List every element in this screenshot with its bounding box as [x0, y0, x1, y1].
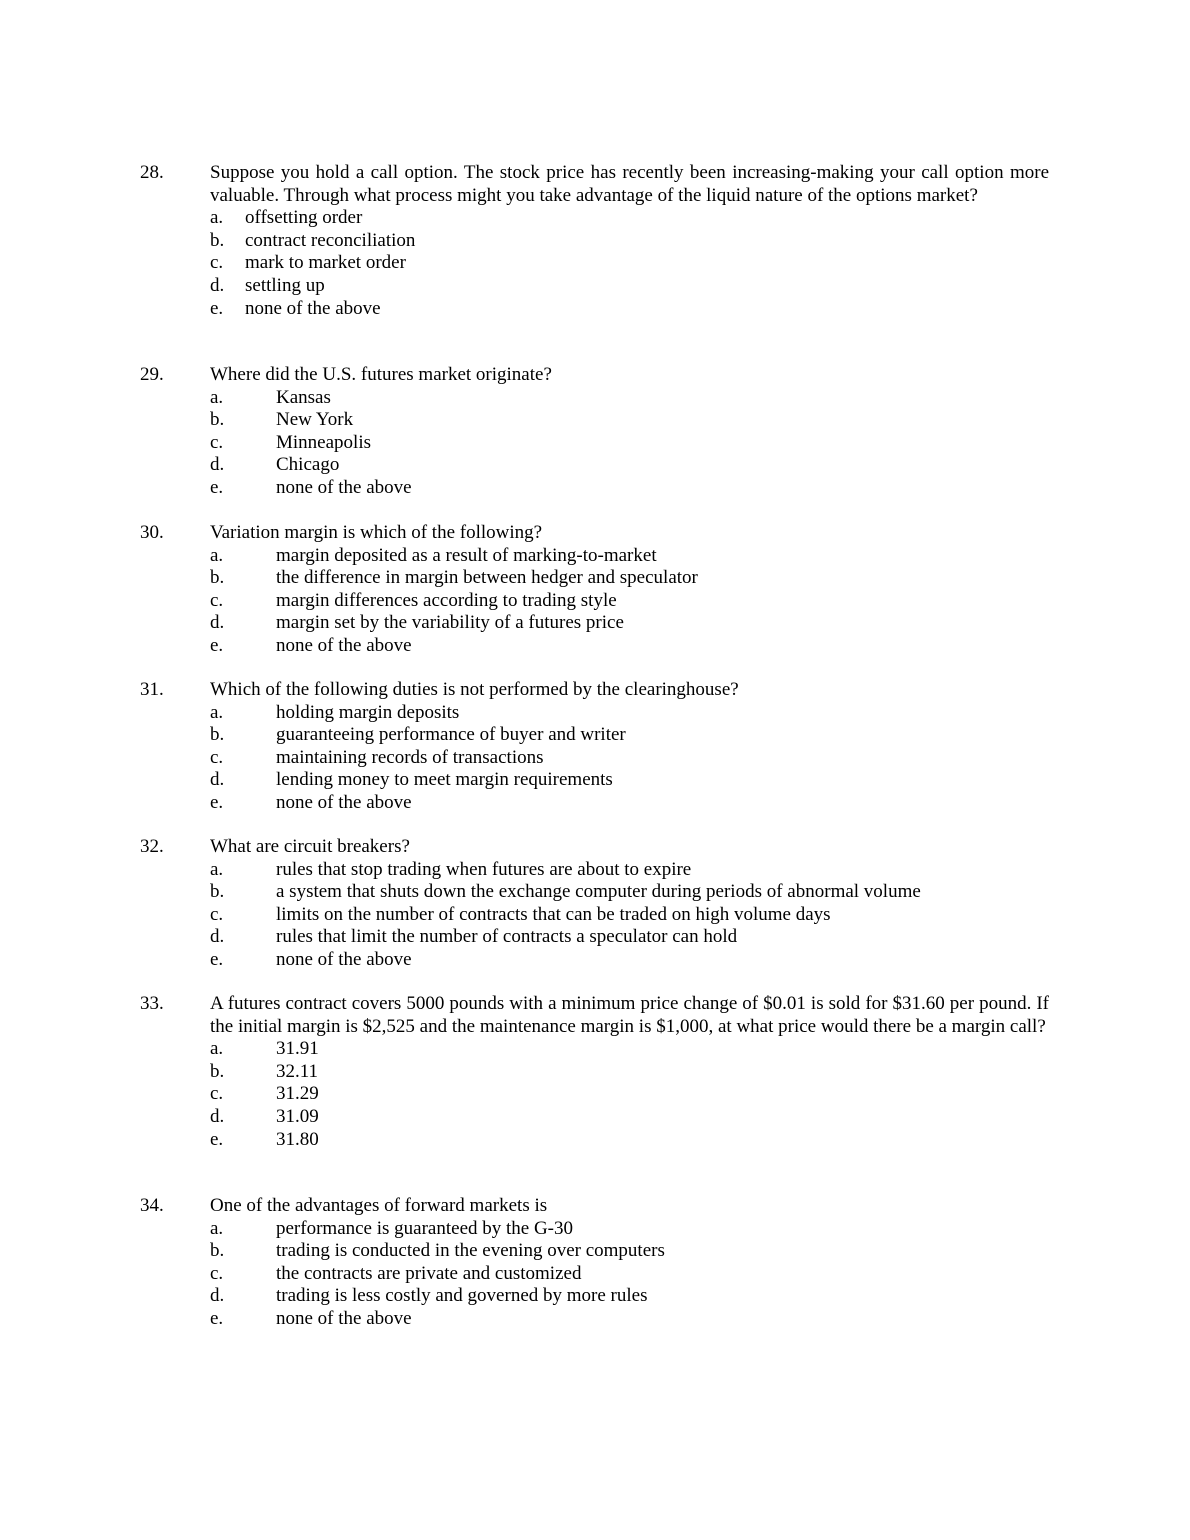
option-c [210, 1083, 1050, 1106]
option-letter: b. [210, 1060, 225, 1082]
option-text: Minneapolis [276, 431, 371, 453]
option-d [210, 926, 1050, 949]
question-30 [140, 522, 1050, 658]
question-text: What are circuit breakers? [210, 836, 410, 857]
option-b [210, 724, 1050, 747]
option-text: Chicago [276, 454, 340, 476]
option-a [210, 207, 1050, 230]
option-letter: b. [210, 409, 225, 431]
option-text: 31.91 [276, 1038, 319, 1060]
option-b [210, 230, 1050, 253]
option-d [210, 454, 1050, 477]
option-text: 32.11 [276, 1060, 319, 1082]
option-text: none of the above [276, 1307, 412, 1329]
question-28 [140, 162, 1050, 320]
question-text: A futures contract covers 5000 pounds with a minimum price change of $0.01 is sold for $31.60 per pound. If the initial margin is $2,525 and the maintenance margin is $1,000, at what price would there be a margin call? [210, 993, 1049, 1037]
option-text: 31.80 [276, 1128, 319, 1150]
question-number: 33. [140, 993, 164, 1014]
option-text: the contracts are private and customized [276, 1262, 582, 1284]
option-e [210, 792, 1050, 815]
option-d [210, 275, 1050, 298]
option-letter: b. [210, 724, 225, 746]
option-letter: b. [210, 881, 225, 903]
question-number: 34. [140, 1195, 164, 1216]
option-letter: a. [210, 386, 224, 408]
option-text: guaranteeing performance of buyer and writer [276, 724, 626, 746]
option-text: Kansas [276, 386, 331, 408]
option-d [210, 1106, 1050, 1129]
option-letter: d. [210, 454, 225, 476]
option-a [210, 387, 1050, 410]
option-a [210, 702, 1050, 725]
question-29 [140, 364, 1050, 500]
option-a [210, 859, 1050, 882]
question-number: 32. [140, 836, 164, 857]
question-number: 30. [140, 522, 164, 543]
option-letter: e. [210, 1307, 224, 1329]
option-a [210, 545, 1050, 568]
option-text: none of the above [276, 948, 412, 970]
option-letter: a. [210, 207, 224, 229]
option-text: offsetting order [245, 207, 363, 229]
option-a [210, 1218, 1050, 1241]
option-text: none of the above [245, 297, 381, 319]
option-b [210, 881, 1050, 904]
option-text: none of the above [276, 476, 412, 498]
options-list [210, 702, 1050, 815]
option-letter: c. [210, 746, 224, 768]
option-e [210, 1308, 1050, 1331]
option-c [210, 1263, 1050, 1286]
option-c [210, 252, 1050, 275]
option-a [210, 1038, 1050, 1061]
option-d [210, 612, 1050, 635]
option-letter: a. [210, 1217, 224, 1239]
option-letter: e. [210, 297, 224, 319]
option-letter: a. [210, 544, 224, 566]
option-letter: a. [210, 1038, 224, 1060]
question-number: 28. [140, 162, 164, 183]
question-34 [140, 1195, 1050, 1331]
option-letter: e. [210, 1128, 224, 1150]
option-text: lending money to meet margin requirements [276, 769, 613, 791]
option-d [210, 1285, 1050, 1308]
options-list [210, 1218, 1050, 1331]
option-letter: c. [210, 431, 224, 453]
option-letter: a. [210, 858, 224, 880]
question-text: Which of the following duties is not performed by the clearinghouse? [210, 679, 739, 700]
options-list [210, 387, 1050, 500]
question-33 [140, 993, 1050, 1151]
options-list [210, 545, 1050, 658]
option-text: performance is guaranteed by the G-30 [276, 1217, 574, 1239]
option-text: trading is less costly and governed by more rules [276, 1285, 648, 1307]
option-text: rules that limit the number of contracts a speculator can hold [276, 926, 738, 948]
option-b [210, 1240, 1050, 1263]
option-text: none of the above [276, 791, 412, 813]
option-letter: b. [210, 1240, 225, 1262]
option-e [210, 477, 1050, 500]
option-text: contract reconciliation [245, 229, 416, 251]
option-letter: e. [210, 476, 224, 498]
question-text: One of the advantages of forward markets is [210, 1195, 548, 1216]
option-letter: d. [210, 274, 225, 296]
option-letter: e. [210, 791, 224, 813]
question-number: 31. [140, 679, 164, 700]
option-c [210, 747, 1050, 770]
options-list [210, 859, 1050, 972]
question-31 [140, 679, 1050, 815]
option-letter: a. [210, 701, 224, 723]
option-c [210, 590, 1050, 613]
question-text: Suppose you hold a call option. The stock price has recently been increasing-making your call option more valuable. Through what process might you take advantage of the liquid nature of the options market? [210, 162, 1049, 206]
option-letter: d. [210, 926, 225, 948]
question-number: 29. [140, 364, 164, 385]
option-c [210, 904, 1050, 927]
option-text: limits on the number of contracts that can be traded on high volume days [276, 903, 831, 925]
options-list [210, 207, 1050, 320]
question-32 [140, 836, 1050, 972]
option-e [210, 949, 1050, 972]
option-text: maintaining records of transactions [276, 746, 544, 768]
option-b [210, 567, 1050, 590]
option-text: margin differences according to trading style [276, 589, 617, 611]
option-text: 31.29 [276, 1083, 319, 1105]
option-letter: c. [210, 903, 224, 925]
option-d [210, 769, 1050, 792]
option-text: margin deposited as a result of marking-to-market [276, 544, 657, 566]
option-c [210, 432, 1050, 455]
option-text: settling up [245, 274, 325, 296]
option-text: New York [276, 409, 354, 431]
option-text: holding margin deposits [276, 701, 460, 723]
option-text: rules that stop trading when futures are about to expire [276, 858, 692, 880]
option-b [210, 1061, 1050, 1084]
option-text: mark to market order [245, 252, 406, 274]
option-text: none of the above [276, 634, 412, 656]
option-text: trading is conducted in the evening over computers [276, 1240, 665, 1262]
option-e [210, 298, 1050, 321]
option-letter: c. [210, 1262, 224, 1284]
option-b [210, 409, 1050, 432]
question-text: Variation margin is which of the following? [210, 522, 543, 543]
option-letter: e. [210, 634, 224, 656]
option-text: the difference in margin between hedger and speculator [276, 567, 698, 589]
options-list [210, 1038, 1050, 1151]
option-e [210, 635, 1050, 658]
option-e [210, 1129, 1050, 1152]
question-text: Where did the U.S. futures market originate? [210, 364, 552, 385]
option-letter: b. [210, 229, 225, 251]
option-letter: e. [210, 948, 224, 970]
option-letter: c. [210, 1083, 224, 1105]
option-text: a system that shuts down the exchange computer during periods of abnormal volume [276, 881, 921, 903]
option-text: 31.09 [276, 1105, 319, 1127]
option-letter: c. [210, 589, 224, 611]
option-letter: d. [210, 769, 225, 791]
option-letter: d. [210, 1285, 225, 1307]
option-letter: d. [210, 1105, 225, 1127]
option-letter: d. [210, 612, 225, 634]
option-letter: c. [210, 252, 224, 274]
option-letter: b. [210, 567, 225, 589]
option-text: margin set by the variability of a futures price [276, 612, 624, 634]
